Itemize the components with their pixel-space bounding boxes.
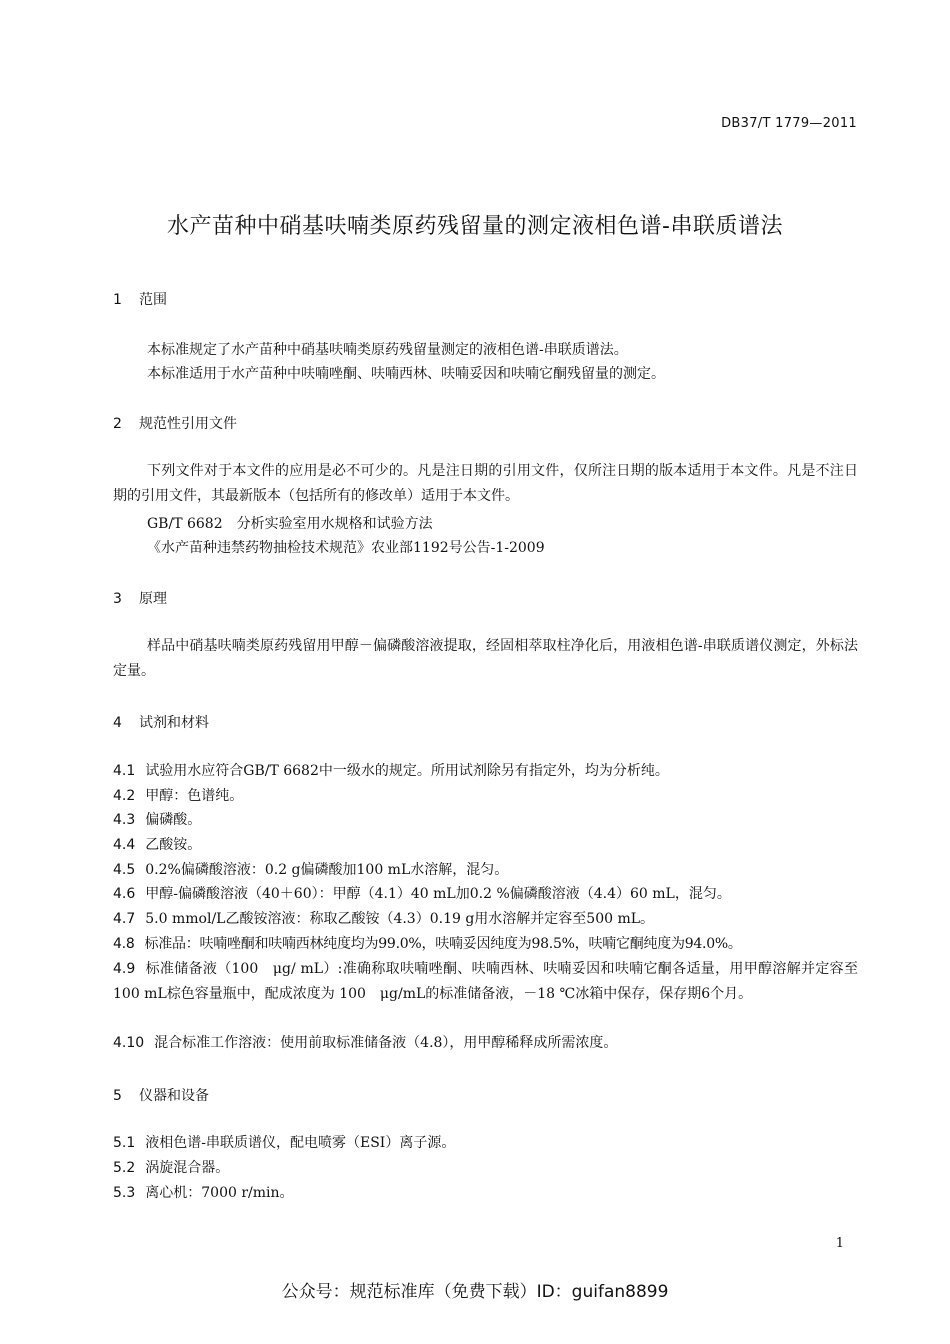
- item-number: 4.3: [113, 812, 136, 828]
- list-item: [113, 957, 858, 1006]
- section-title: 试剂和材料: [139, 715, 209, 731]
- item-text: 液相色谱-串联质谱仪，配电喷雾（ESI）离子源。: [145, 1135, 456, 1151]
- list-item: [113, 784, 858, 809]
- item-text: 偏磷酸。: [145, 812, 202, 828]
- section-number: 5: [113, 1088, 122, 1104]
- section-title: 规范性引用文件: [139, 416, 237, 432]
- reference-item-1: GB/T 6682 分析实验室用水规格和试验方法: [147, 516, 433, 532]
- section-number: 4: [113, 715, 122, 731]
- item-text: 0.2%偏磷酸溶液：0.2 g偏磷酸加100 mL水溶解，混匀。: [145, 862, 509, 878]
- item-number: 4.5: [113, 862, 136, 878]
- item-text: 混合标准工作溶液：使用前取标准储备液（4.8），用甲醇稀释成所需浓度。: [154, 1035, 618, 1051]
- section-heading-2: [113, 413, 237, 433]
- item-number: 4.2: [113, 788, 136, 804]
- item-number: 4.8: [113, 936, 135, 952]
- list-item: [113, 759, 858, 784]
- list-item: [113, 1181, 858, 1206]
- item-text: 5.0 mmol/L乙酸铵溶液：称取乙酸铵（4.3）0.19 g用水溶解并定容至500 mL。: [145, 911, 655, 927]
- list-item: [113, 833, 858, 858]
- section-heading-3: [113, 588, 167, 608]
- item-number: 4.9: [113, 961, 136, 977]
- footer-watermark-text: 公众号：规范标准库（免费下载）ID：guifan8899: [281, 1282, 669, 1302]
- item-number: 5.2: [113, 1160, 136, 1176]
- item-text: 乙酸铵。: [145, 837, 202, 853]
- document-title: 水产苗种中硝基呋喃类原药残留量的测定液相色谱-串联质谱法: [167, 214, 783, 239]
- references-paragraph: 下列文件对于本文件的应用是必不可少的。凡是注日期的引用文件，仅所注日期的版本适用于本文件。凡是不注日期的引用文件，其最新版本（包括所有的修改单）适用于本文件。: [113, 463, 858, 504]
- list-item: [113, 907, 858, 932]
- list-item: [113, 858, 858, 883]
- section-number: 3: [113, 591, 122, 607]
- item-text: 甲醇：色谱纯。: [145, 788, 244, 804]
- list-item: [113, 1131, 858, 1156]
- list-item: [113, 1156, 858, 1181]
- section-heading-1: [113, 289, 167, 309]
- section-title: 范围: [139, 292, 167, 308]
- section-heading-4: [113, 712, 209, 732]
- list-item: [113, 808, 858, 833]
- item-number: 4.7: [113, 911, 136, 927]
- item-text: 试验用水应符合GB/T 6682中一级水的规定。所用试剂除另有指定外，均为分析纯。: [145, 763, 669, 779]
- page-number: 1: [835, 1236, 844, 1251]
- scope-paragraph-1: 本标准规定了水产苗种中硝基呋喃类原药残留量测定的液相色谱-串联质谱法。: [147, 342, 628, 358]
- item-number: 4.6: [113, 886, 136, 902]
- item-text: 离心机：7000 r/min。: [145, 1185, 294, 1201]
- item-number: 4.1: [113, 763, 136, 779]
- item-text: 涡旋混合器。: [145, 1160, 230, 1176]
- item-number: 5.3: [113, 1185, 136, 1201]
- principle-paragraph: 样品中硝基呋喃类原药残留用甲醇－偏磷酸溶液提取，经固相萃取柱净化后，用液相色谱-串联质谱仪测定，外标法定量。: [113, 638, 858, 679]
- section-title: 原理: [139, 591, 167, 607]
- list-item: [113, 1031, 858, 1056]
- scope-paragraph-2: 本标准适用于水产苗种中呋喃唑酮、呋喃西林、呋喃妥因和呋喃它酮残留量的测定。: [147, 366, 665, 382]
- section-number: 1: [113, 292, 122, 308]
- item-number: 4.4: [113, 837, 136, 853]
- item-text: 标准品：呋喃唑酮和呋喃西林纯度均为99.0%，呋喃妥因纯度为98.5%，呋喃它酮纯度为94.0%。: [144, 936, 742, 952]
- section-heading-5: [113, 1085, 209, 1105]
- standard-code: DB37/T 1779—2011: [721, 116, 857, 131]
- list-item: [113, 932, 858, 957]
- reference-item-2: 《水产苗种违禁药物抽检技术规范》农业部1192号公告-1-2009: [147, 540, 545, 556]
- item-text: 标准储备液（100 μg/ mL）:准确称取呋喃唑酮、呋喃西林、呋喃妥因和呋喃它酮各适量，用甲醇溶解并定容至100 mL棕色容量瓶中，配成浓度为 100 μg/mL的标准储备液，－18 ℃冰箱中保存，保存期6个月。: [113, 961, 858, 1002]
- section-title: 仪器和设备: [139, 1088, 209, 1104]
- item-text: 甲醇-偏磷酸溶液（40＋60）：甲醇（4.1）40 mL加0.2 %偏磷酸溶液（4.4）60 mL，混匀。: [145, 886, 731, 902]
- item-number: 4.10: [113, 1035, 145, 1051]
- item-number: 5.1: [113, 1135, 136, 1151]
- section-number: 2: [113, 416, 122, 432]
- list-item: [113, 882, 858, 907]
